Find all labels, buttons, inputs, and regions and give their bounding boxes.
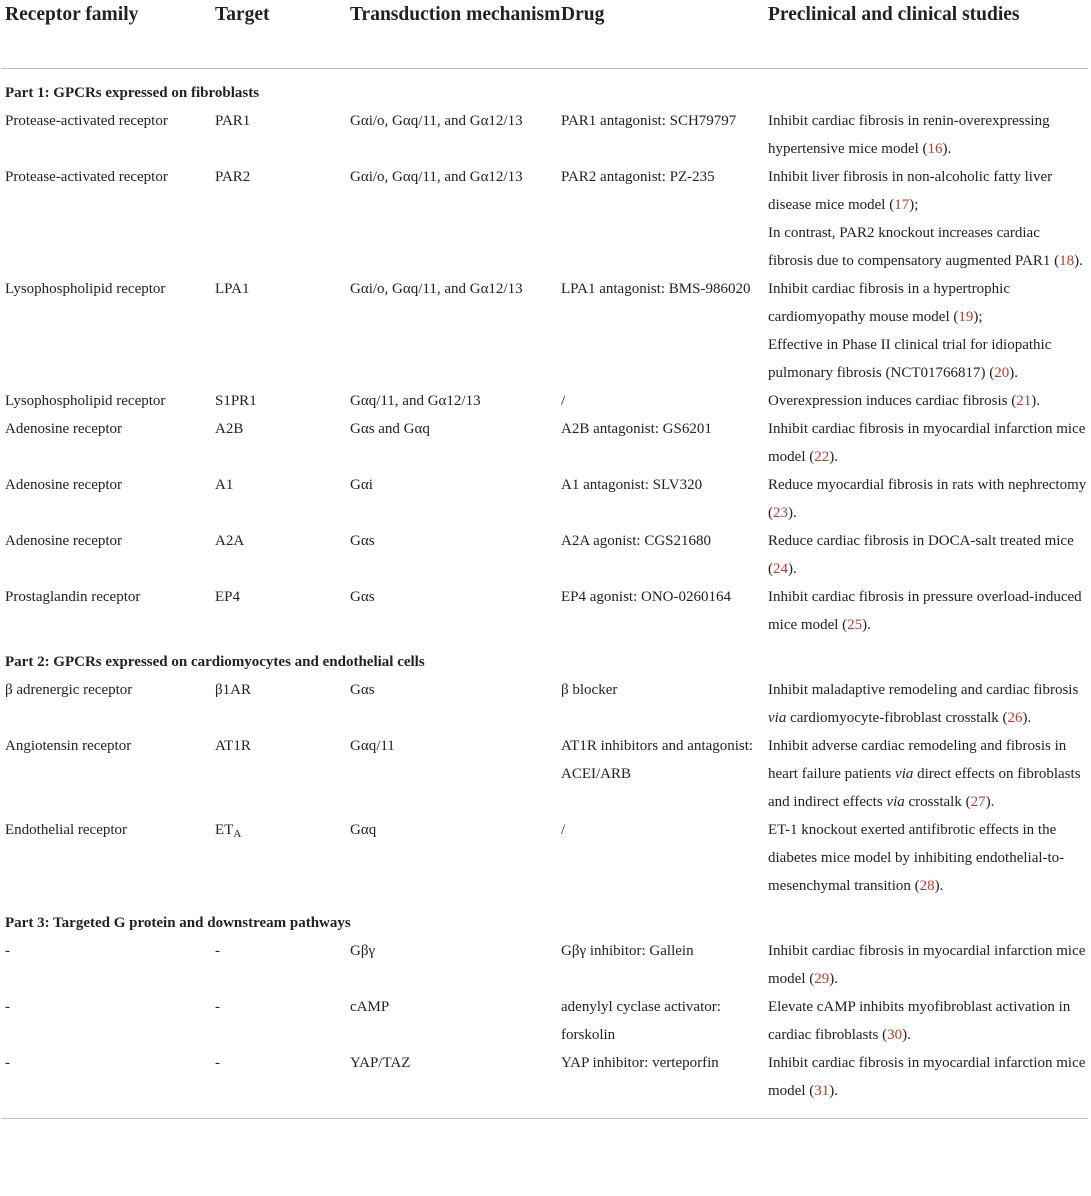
- cell-target: β1AR: [215, 681, 251, 698]
- study-text: Overexpression induces cardiac fibrosis (: [768, 392, 1017, 409]
- study-statement: [768, 219, 1088, 275]
- cell-target: A2A: [215, 532, 245, 549]
- study-text: cardiomyocyte-fibroblast crosstalk (: [786, 709, 1008, 726]
- study-text: ).: [788, 504, 797, 521]
- cell-target: A2B: [215, 420, 244, 437]
- study-text: Inhibit cardiac fibrosis in renin-overexpressing hypertensive mice model (: [768, 112, 1050, 157]
- citation-link[interactable]: 16: [927, 140, 943, 157]
- study-statement: [768, 1049, 1088, 1105]
- cell-receptor-family: β adrenergic receptor: [5, 681, 133, 698]
- study-text: ).: [934, 877, 944, 894]
- cell-drug: YAP inhibitor: verteporfin: [561, 1054, 719, 1071]
- cell-transduction-mechanism: Gαq: [350, 821, 377, 838]
- study-statement: [768, 387, 1088, 415]
- cell-receptor-family: Adenosine receptor: [5, 476, 123, 493]
- cell-drug: EP4 agonist: ONO-0260164: [561, 588, 731, 605]
- section-row: [1, 639, 1088, 676]
- citation-link[interactable]: 23: [773, 504, 788, 521]
- table-row: [1, 993, 1088, 1049]
- section-title: Part 3: Targeted G protein and downstream pathways: [5, 914, 351, 931]
- header-transduction-mechanism: Transduction mechanism: [350, 4, 561, 25]
- cell-studies: [768, 732, 1088, 816]
- citation-link[interactable]: 24: [773, 560, 788, 577]
- cell-studies: [768, 387, 1088, 415]
- study-statement: [768, 107, 1088, 163]
- cell-drug: PAR2 antagonist: PZ-235: [561, 168, 715, 185]
- cell-transduction-mechanism: Gαs: [350, 588, 375, 605]
- cell-drug: /: [561, 821, 566, 838]
- cell-transduction-mechanism: Gαi/o, Gαq/11, and Gα12/13: [350, 280, 523, 297]
- cell-drug: AT1R inhibitors and antagonist: ACEI/ARB: [561, 737, 754, 782]
- table-row: [1, 275, 1088, 387]
- cell-transduction-mechanism: cAMP: [350, 998, 390, 1015]
- cell-receptor-family: Adenosine receptor: [5, 420, 123, 437]
- study-statement: [768, 732, 1088, 816]
- cell-transduction-mechanism: Gαi: [350, 476, 373, 493]
- cell-studies: [768, 163, 1088, 275]
- study-text: direct effects on fibroblasts and indirect effects: [768, 765, 1081, 810]
- header-receptor-family: Receptor family: [5, 4, 139, 25]
- study-text: ).: [902, 1026, 911, 1043]
- table-row: [1, 937, 1088, 993]
- study-text: );: [909, 196, 919, 213]
- cell-drug: A1 antagonist: SLV320: [561, 476, 703, 493]
- cell-receptor-family: Lysophospholipid receptor: [5, 392, 166, 409]
- cell-receptor-family: Lysophospholipid receptor: [5, 280, 166, 297]
- cell-receptor-family: -: [5, 1054, 10, 1071]
- study-text: In contrast, PAR2 knockout increases cardiac fibrosis due to compensatory augmented PAR1 (: [768, 224, 1060, 269]
- study-text: Inhibit liver fibrosis in non-alcoholic fatty liver disease mice model (: [768, 168, 1053, 213]
- header-drug: Drug: [561, 4, 605, 25]
- cell-drug: A2A agonist: CGS21680: [561, 532, 712, 549]
- table-row: [1, 583, 1088, 639]
- study-statement: [768, 993, 1088, 1049]
- cell-target: EP4: [215, 588, 241, 605]
- cell-drug: LPA1 antagonist: BMS-986020: [561, 280, 751, 297]
- section-title: Part 2: GPCRs expressed on cardiomyocytes and endothelial cells: [5, 653, 425, 670]
- citation-link[interactable]: 30: [887, 1026, 903, 1043]
- study-text: ).: [829, 448, 838, 465]
- cell-transduction-mechanism: YAP/TAZ: [350, 1054, 411, 1071]
- study-statement: [768, 816, 1088, 900]
- target-subscript: A: [233, 827, 242, 840]
- table-row: [1, 163, 1088, 275]
- citation-link[interactable]: 28: [919, 877, 935, 894]
- table-header: [1, 0, 1088, 68]
- study-text: Reduce myocardial fibrosis in rats with nephrectomy (: [768, 476, 1087, 521]
- cell-receptor-family: Protease-activated receptor: [5, 112, 168, 129]
- cell-studies: [768, 1049, 1088, 1105]
- cell-receptor-family: Protease-activated receptor: [5, 168, 168, 185]
- study-statement: [768, 275, 1088, 331]
- study-text: Effective in Phase II clinical trial for idiopathic pulmonary fibrosis (NCT01766817) (: [768, 336, 1052, 381]
- cell-receptor-family: -: [5, 998, 10, 1015]
- citation-link[interactable]: 26: [1007, 709, 1023, 726]
- cell-receptor-family: -: [5, 942, 10, 959]
- study-text: via: [886, 793, 905, 810]
- study-text: via: [895, 765, 914, 782]
- citation-link[interactable]: 22: [814, 448, 830, 465]
- cell-studies: [768, 583, 1088, 639]
- cell-studies: [768, 415, 1088, 471]
- citation-link[interactable]: 25: [847, 616, 863, 633]
- citation-link[interactable]: 19: [958, 308, 974, 325]
- study-text: Inhibit cardiac fibrosis in a hypertrophic cardiomyopathy mouse model (: [768, 280, 1011, 325]
- section-row: [1, 68, 1088, 107]
- cell-receptor-family: Angiotensin receptor: [5, 737, 132, 754]
- cell-drug: Gβγ inhibitor: Gallein: [561, 942, 694, 959]
- table-row: [1, 415, 1088, 471]
- study-text: Inhibit maladaptive remodeling and cardiac fibrosis: [768, 681, 1079, 698]
- cell-target: [213, 816, 350, 900]
- cell-transduction-mechanism: Gβγ: [350, 942, 376, 959]
- study-statement: [768, 331, 1088, 387]
- citation-link[interactable]: 18: [1059, 252, 1075, 269]
- citation-link[interactable]: 20: [994, 364, 1010, 381]
- table-row: [1, 676, 1088, 732]
- citation-link[interactable]: 17: [894, 196, 910, 213]
- citation-link[interactable]: 27: [970, 793, 986, 810]
- cell-target: S1PR1: [215, 392, 257, 409]
- study-text: ).: [829, 1082, 838, 1099]
- cell-studies: [768, 275, 1088, 387]
- study-text: ).: [788, 560, 797, 577]
- table-row: [1, 107, 1088, 163]
- cell-transduction-mechanism: Gαs: [350, 681, 375, 698]
- study-text: ).: [1031, 392, 1040, 409]
- study-statement: [768, 415, 1088, 471]
- study-text: Reduce cardiac fibrosis in DOCA-salt treated mice (: [768, 532, 1074, 577]
- citation-link[interactable]: 21: [1016, 392, 1032, 409]
- citation-link[interactable]: 29: [814, 970, 830, 987]
- cell-target: AT1R: [215, 737, 251, 754]
- study-text: Inhibit cardiac fibrosis in pressure overload-induced mice model (: [768, 588, 1082, 633]
- cell-studies: [768, 471, 1088, 527]
- study-text: Inhibit cardiac fibrosis in myocardial infarction mice model (: [768, 1054, 1086, 1099]
- cell-transduction-mechanism: Gαi/o, Gαq/11, and Gα12/13: [350, 112, 523, 129]
- cell-transduction-mechanism: Gαs and Gαq: [350, 420, 430, 437]
- study-statement: [768, 583, 1088, 639]
- citation-link[interactable]: 31: [814, 1082, 830, 1099]
- cell-target: LPA1: [215, 280, 250, 297]
- cell-studies: [768, 527, 1088, 583]
- study-text: Inhibit cardiac fibrosis in myocardial infarction mice model (: [768, 942, 1086, 987]
- section-row: [1, 900, 1088, 937]
- cell-target: -: [215, 1054, 220, 1071]
- cell-studies: [768, 816, 1088, 900]
- study-text: ).: [862, 616, 871, 633]
- study-text: ).: [1009, 364, 1018, 381]
- cell-drug: adenylyl cyclase activator: forskolin: [561, 998, 721, 1043]
- cell-target: A1: [215, 476, 234, 493]
- cell-drug: PAR1 antagonist: SCH79797: [561, 112, 737, 129]
- study-statement: [768, 676, 1088, 732]
- cell-target: PAR1: [215, 112, 251, 129]
- study-text: ).: [1074, 252, 1083, 269]
- cell-target: -: [215, 942, 220, 959]
- cell-studies: [768, 993, 1088, 1049]
- study-text: Inhibit cardiac fibrosis in myocardial infarction mice model (: [768, 420, 1086, 465]
- table-bottom-rule: [1, 1105, 1088, 1119]
- study-text: Inhibit adverse cardiac remodeling and fibrosis in heart failure patients: [768, 737, 1067, 782]
- cell-transduction-mechanism: Gαq/11: [350, 737, 395, 754]
- table-row: [1, 471, 1088, 527]
- cell-drug: A2B antagonist: GS6201: [561, 420, 712, 437]
- table-row: [1, 387, 1088, 415]
- study-statement: [768, 937, 1088, 993]
- study-text: ).: [942, 140, 952, 157]
- table-row: [1, 1049, 1088, 1105]
- cell-target: -: [215, 998, 220, 1015]
- table-row: [1, 816, 1088, 900]
- table-row: [1, 527, 1088, 583]
- study-statement: [768, 527, 1088, 583]
- cell-transduction-mechanism: Gαq/11, and Gα12/13: [350, 392, 481, 409]
- cell-drug: /: [561, 392, 566, 409]
- study-statement: [768, 471, 1088, 527]
- cell-receptor-family: Prostaglandin receptor: [5, 588, 141, 605]
- study-text: ET-1 knockout exerted antifibrotic effects in the diabetes mice model by inhibiting endothelial-to-mesenchymal transition (: [768, 821, 1065, 894]
- table-row: [1, 732, 1088, 816]
- cell-studies: [768, 937, 1088, 993]
- cell-transduction-mechanism: Gαi/o, Gαq/11, and Gα12/13: [350, 168, 523, 185]
- cell-receptor-family: Endothelial receptor: [5, 821, 128, 838]
- study-text: Elevate cAMP inhibits myofibroblast activation in cardiac fibroblasts (: [768, 998, 1071, 1043]
- study-text: );: [973, 308, 983, 325]
- cell-drug: β blocker: [561, 681, 618, 698]
- study-statement: [768, 163, 1088, 219]
- cell-target: PAR2: [215, 168, 251, 185]
- study-text: ).: [985, 793, 995, 810]
- study-text: via: [768, 709, 787, 726]
- study-text: ).: [829, 970, 838, 987]
- cell-receptor-family: Adenosine receptor: [5, 532, 123, 549]
- gpcr-fibrosis-table: [1, 0, 1088, 1119]
- study-text: ).: [1022, 709, 1032, 726]
- table-body: [1, 68, 1088, 1119]
- cell-transduction-mechanism: Gαs: [350, 532, 375, 549]
- header-studies: Preclinical and clinical studies: [768, 4, 1020, 25]
- cell-studies: [768, 676, 1088, 732]
- section-title: Part 1: GPCRs expressed on fibroblasts: [5, 84, 260, 101]
- header-target: Target: [215, 4, 270, 25]
- cell-studies: [768, 107, 1088, 163]
- table-bottom-rule-cell: [1, 1105, 1088, 1119]
- study-text: crosstalk (: [904, 793, 971, 810]
- target-text: ET: [215, 821, 234, 838]
